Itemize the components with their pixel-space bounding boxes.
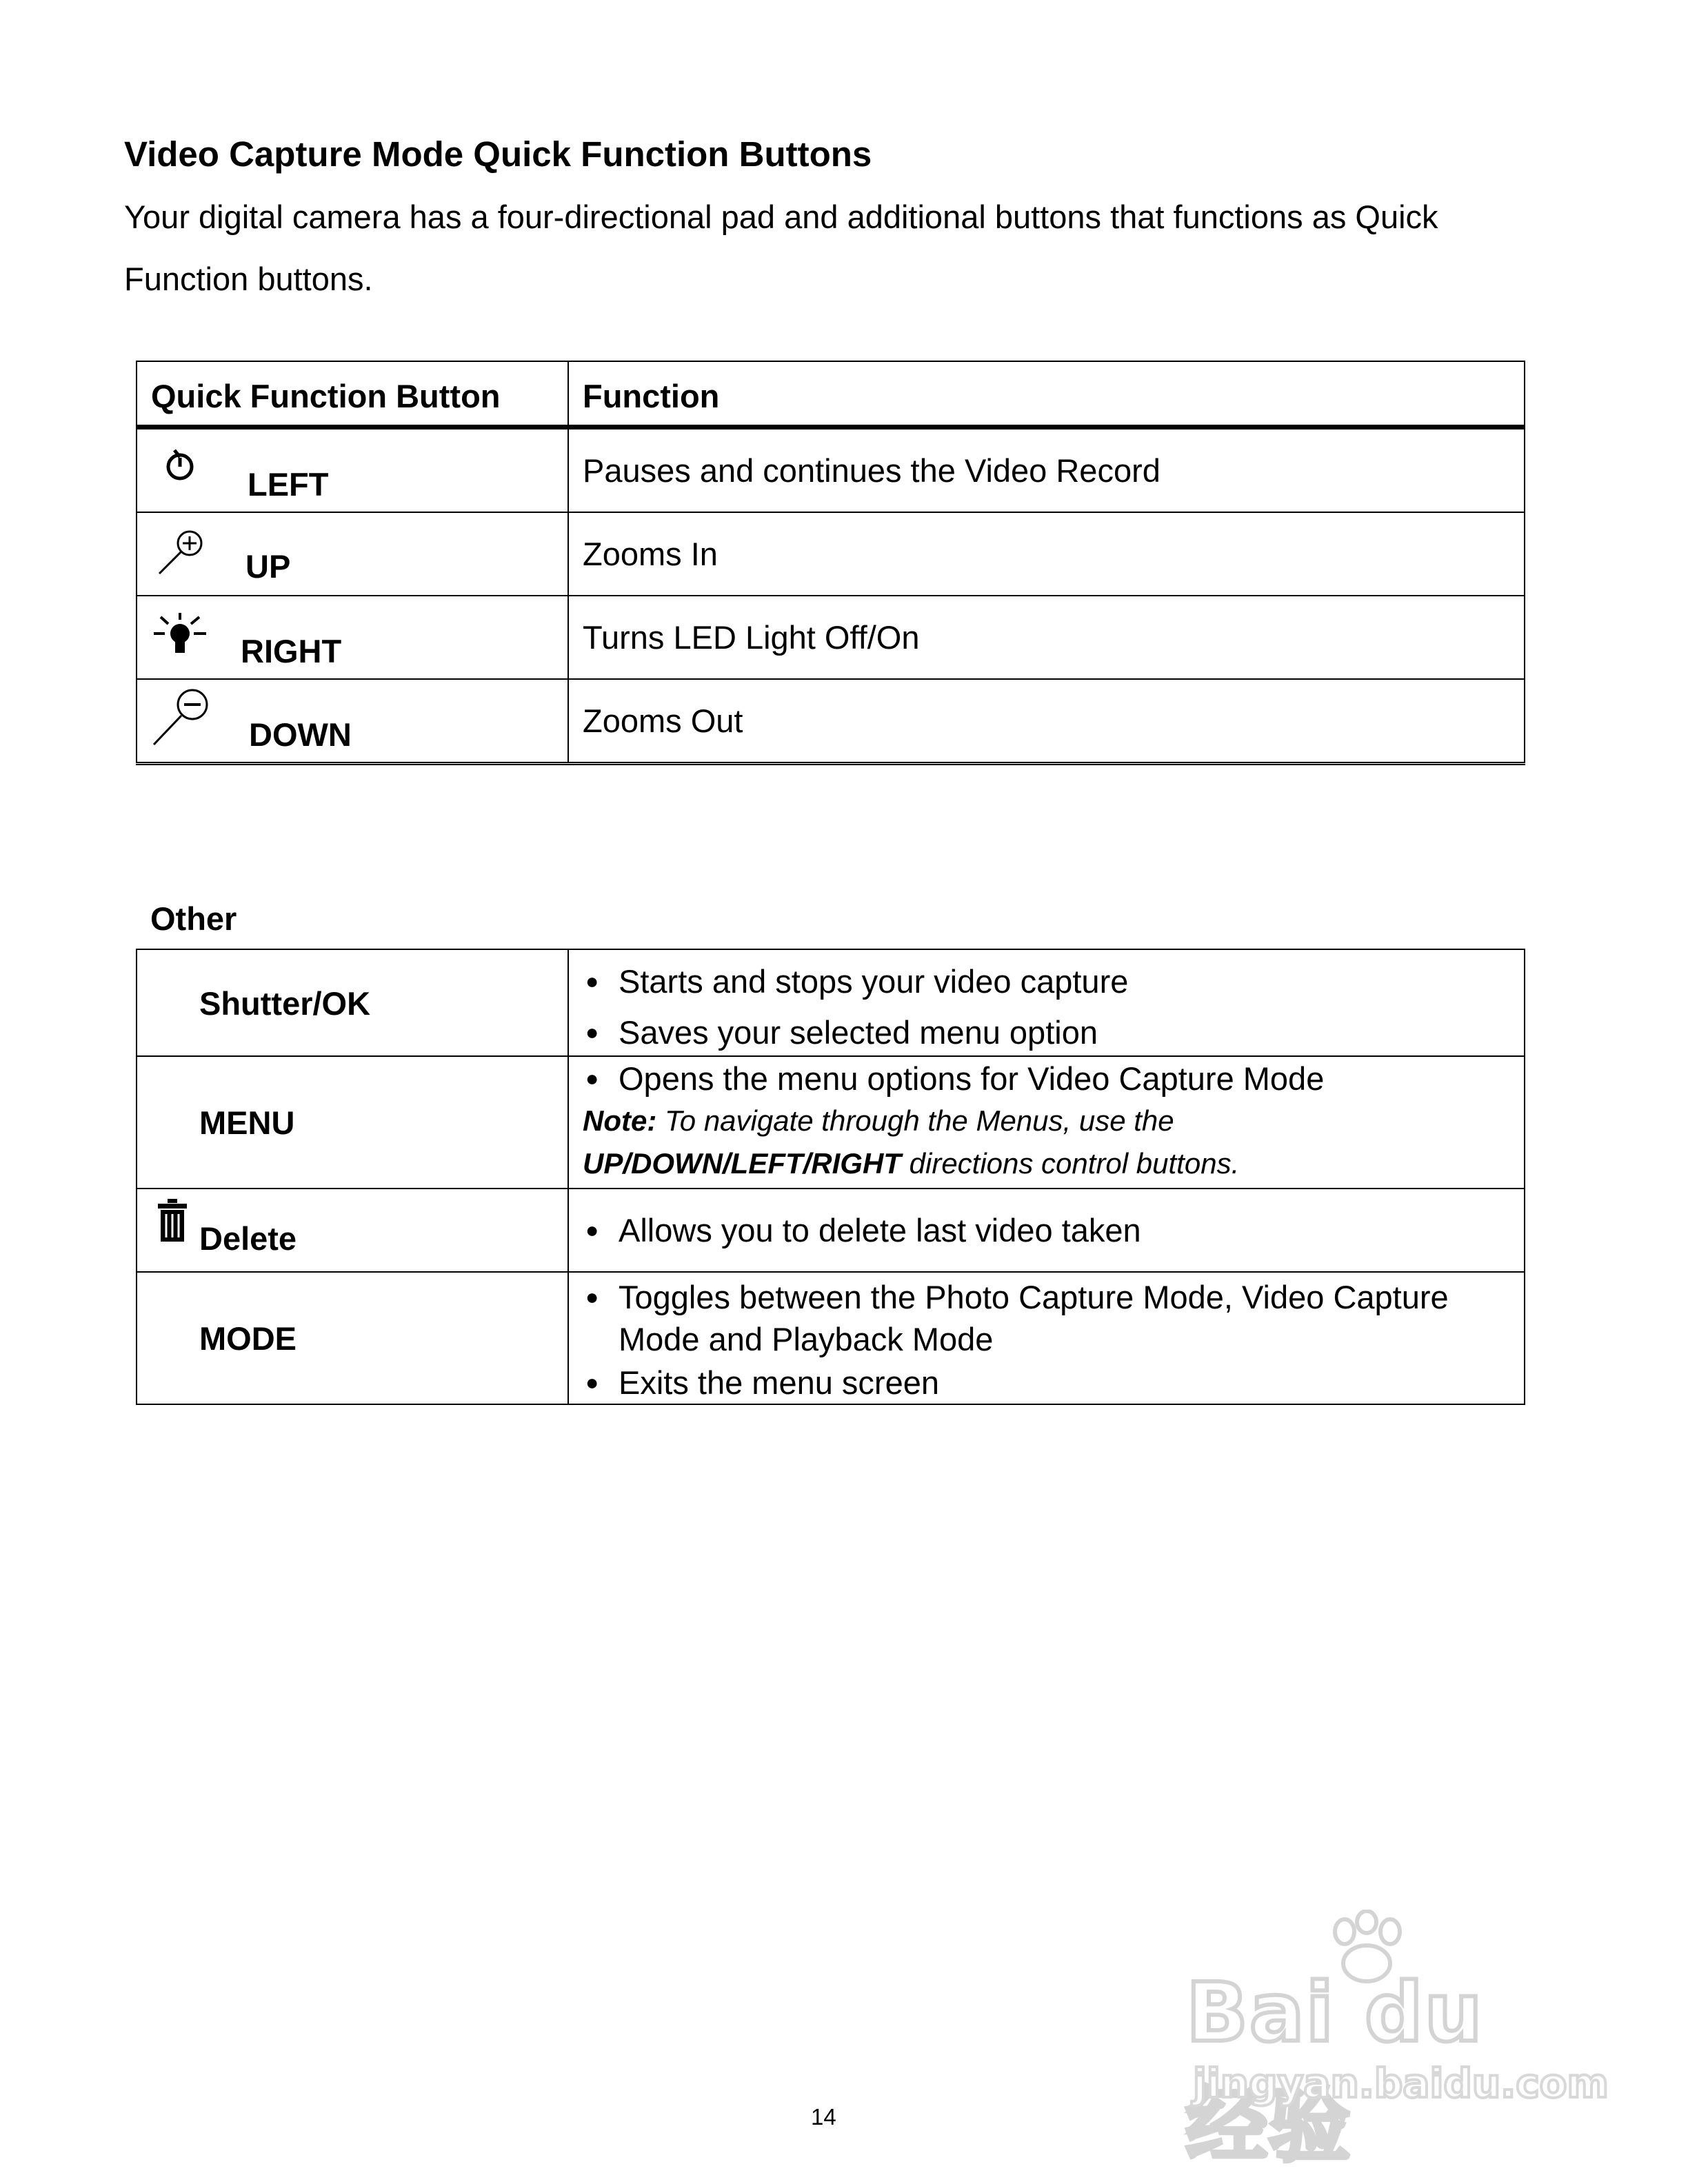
led-light-icon <box>151 613 210 658</box>
zoom-in-icon <box>157 528 206 578</box>
other-section-label: Other <box>150 900 237 937</box>
header-button: Quick Function Button <box>151 378 501 414</box>
table-row <box>137 427 1525 513</box>
list-item: ● Saves your selected menu option <box>585 1014 1098 1051</box>
list-item-continued: Mode and Playback Mode <box>619 1321 994 1357</box>
table-row <box>137 1272 1525 1404</box>
function-cell <box>568 679 1525 764</box>
self-timer-icon <box>162 447 201 483</box>
button-cell <box>137 1272 568 1404</box>
table-row <box>137 949 1525 1056</box>
menu-note: Note: To navigate through the Menus, use the <box>583 1104 1174 1137</box>
list-item: ● Starts and stops your video capture <box>585 963 1129 1000</box>
button-label-left: LEFT <box>248 466 329 503</box>
watermark-brand: Bai du 经验 <box>1186 1965 1484 2173</box>
menu-note-continued: UP/DOWN/LEFT/RIGHT directions control buttons. <box>583 1147 1240 1180</box>
button-label-delete: Delete <box>199 1220 297 1257</box>
button-cell <box>137 1056 568 1189</box>
button-cell <box>137 949 568 1056</box>
button-label-down: DOWN <box>249 716 352 753</box>
function-text: Zooms In <box>583 536 718 572</box>
header-cell <box>137 361 568 427</box>
trash-icon <box>155 1199 190 1243</box>
header-function: Function <box>583 378 720 414</box>
intro-paragraph: Your digital camera has a four-directional pad and additional buttons that functions as Quick Function buttons. <box>124 199 1438 297</box>
watermark-url: jingyan.baidu.com <box>1193 2060 1609 2107</box>
button-cell <box>137 596 568 679</box>
page-number: 14 <box>811 2104 836 2130</box>
other-buttons-table <box>136 949 1525 1405</box>
button-cell <box>137 512 568 596</box>
table-row <box>137 596 1525 679</box>
function-cell <box>568 596 1525 679</box>
function-cell <box>568 1272 1525 1404</box>
list-item: ● Exits the menu screen <box>585 1364 939 1401</box>
function-cell <box>568 512 1525 596</box>
page-title: Video Capture Mode Quick Function Buttons <box>124 134 872 174</box>
button-label-menu: MENU <box>199 1104 295 1141</box>
table-row <box>137 1056 1525 1189</box>
zoom-out-icon <box>150 687 212 750</box>
button-label-mode: MODE <box>199 1320 297 1357</box>
list-item: ● Toggles between the Photo Capture Mode, Video Capture <box>585 1279 1449 1315</box>
button-cell <box>137 679 568 764</box>
table-header-row <box>137 361 1525 427</box>
button-label-right: RIGHT <box>241 633 342 669</box>
function-cell <box>568 1056 1525 1189</box>
table-row <box>137 679 1525 764</box>
function-cell <box>568 427 1525 513</box>
button-cell <box>137 427 568 513</box>
list-item: ● Allows you to delete last video taken <box>585 1212 1141 1248</box>
header-cell <box>568 361 1525 427</box>
function-cell <box>568 1189 1525 1272</box>
function-text: Zooms Out <box>583 702 743 739</box>
list-item: ● Opens the menu options for Video Capture Mode <box>585 1060 1325 1097</box>
table-row <box>137 512 1525 596</box>
function-text: Pauses and continues the Video Record <box>583 452 1160 489</box>
quick-function-table <box>136 361 1525 765</box>
button-label-shutter: Shutter/OK <box>199 985 371 1022</box>
table-row <box>137 1189 1525 1272</box>
baidu-watermark <box>1186 1910 1609 2173</box>
button-cell <box>137 1189 568 1272</box>
function-cell <box>568 949 1525 1056</box>
function-text: Turns LED Light Off/On <box>583 619 920 656</box>
button-label-up: UP <box>245 548 291 585</box>
